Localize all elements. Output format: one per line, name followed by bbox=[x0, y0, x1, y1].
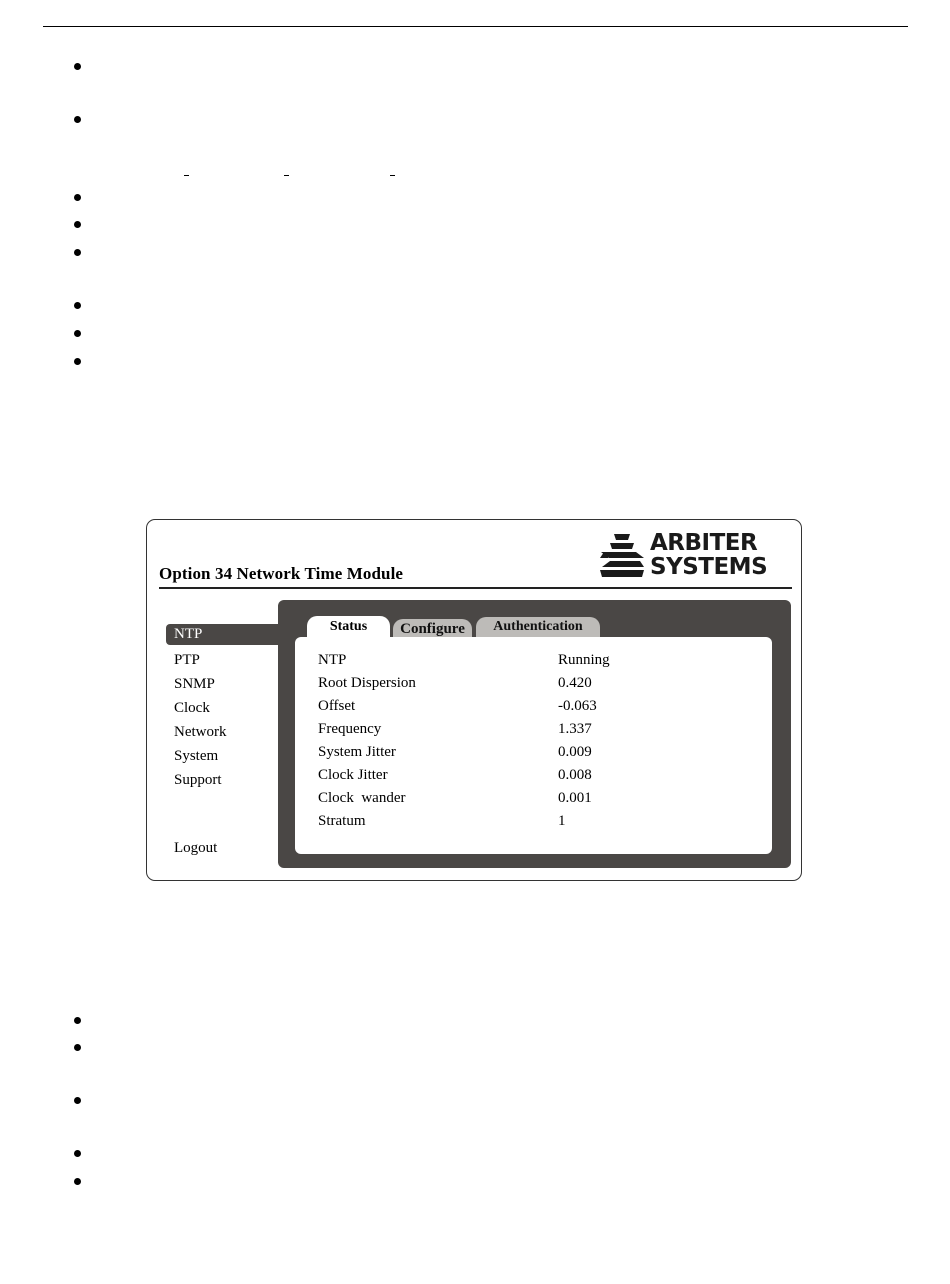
tab-configure[interactable]: Configure bbox=[393, 619, 472, 640]
bullet-marker bbox=[73, 62, 83, 72]
bullet-marker bbox=[73, 1177, 83, 1187]
page-header-rule bbox=[43, 26, 908, 27]
sidebar-item-network[interactable]: Network bbox=[174, 724, 227, 740]
bullet-marker bbox=[73, 1016, 83, 1026]
logo-wordmark bbox=[650, 531, 767, 579]
status-value: 1.337 bbox=[558, 721, 592, 737]
sidebar-item-ptp[interactable]: PTP bbox=[174, 652, 200, 668]
tab-authentication[interactable]: Authentication bbox=[476, 617, 600, 640]
page-title: Option 34 Network Time Module bbox=[159, 564, 404, 583]
status-panel bbox=[295, 637, 772, 854]
bullet-marker bbox=[73, 115, 83, 125]
logo-line-1: ARBITER bbox=[650, 530, 758, 556]
sidebar-item-ntp[interactable]: NTP bbox=[166, 624, 280, 645]
underscore-mark bbox=[390, 175, 395, 176]
status-key: System Jitter bbox=[318, 744, 396, 760]
logout-link[interactable]: Logout bbox=[174, 840, 218, 856]
status-key: Clock wander bbox=[318, 790, 406, 806]
status-value: 0.008 bbox=[558, 767, 592, 783]
bullet-marker bbox=[73, 301, 83, 311]
bullet-marker bbox=[73, 357, 83, 367]
status-key: Offset bbox=[318, 698, 356, 714]
status-key: Frequency bbox=[318, 721, 382, 737]
bullet-marker bbox=[73, 1096, 83, 1106]
status-value: 1 bbox=[558, 813, 566, 829]
bullet-marker bbox=[73, 220, 83, 230]
status-key: Stratum bbox=[318, 813, 366, 829]
status-value: 0.001 bbox=[558, 790, 592, 806]
sidebar-item-snmp[interactable]: SNMP bbox=[174, 676, 215, 692]
content-frame bbox=[278, 600, 791, 868]
bullet-marker bbox=[73, 193, 83, 203]
status-key: NTP bbox=[318, 652, 347, 668]
sidebar-item-clock[interactable]: Clock bbox=[174, 700, 210, 716]
status-value: 0.009 bbox=[558, 744, 592, 760]
status-value: -0.063 bbox=[558, 698, 597, 714]
arbiter-logo-icon bbox=[598, 532, 646, 580]
sidebar-item-support[interactable]: Support bbox=[174, 772, 222, 788]
bullet-marker bbox=[73, 1149, 83, 1159]
status-key: Root Dispersion bbox=[318, 675, 416, 691]
sidebar-item-system[interactable]: System bbox=[174, 748, 219, 764]
underscore-mark bbox=[284, 175, 289, 176]
title-divider bbox=[159, 587, 792, 589]
status-value: 0.420 bbox=[558, 675, 592, 691]
logo-line-2: SYSTEMS bbox=[650, 554, 768, 580]
bullet-marker bbox=[73, 1043, 83, 1053]
status-key: Clock Jitter bbox=[318, 767, 388, 783]
sidebar-nav bbox=[166, 624, 280, 792]
bullet-marker bbox=[73, 248, 83, 258]
tab-status[interactable]: Status bbox=[307, 616, 390, 640]
bullet-marker bbox=[73, 329, 83, 339]
arbiter-systems-logo bbox=[598, 532, 784, 580]
status-value: Running bbox=[558, 652, 610, 668]
ntp-web-ui-window bbox=[146, 519, 802, 881]
underscore-mark bbox=[184, 175, 189, 176]
